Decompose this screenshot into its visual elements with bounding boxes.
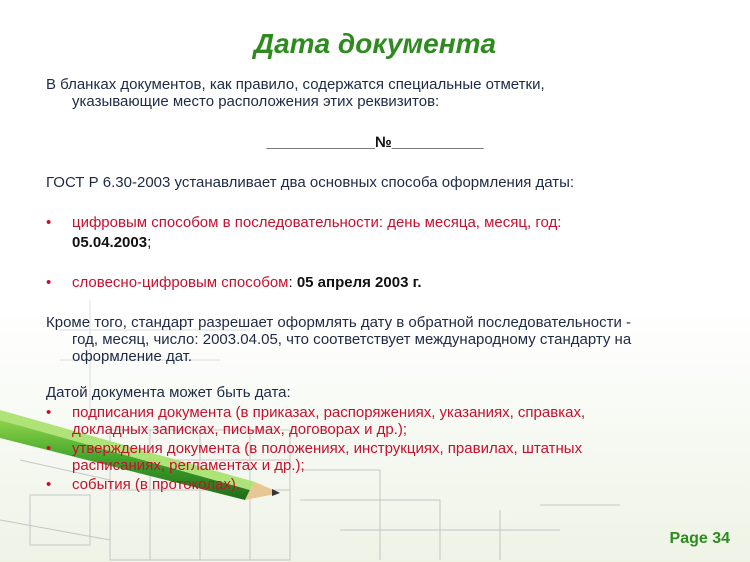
case-approval-line-2: расписаниях, регламентах и др.); — [72, 457, 305, 474]
reverse-line-2: год, месяц, число: 2003.04.05, что соответствует международному стандарту на — [72, 331, 632, 348]
case-signing-line-1: подписания документа (в приказах, распоряжениях, указаниях, справках, — [72, 404, 586, 421]
reverse-line-1: Кроме того, стандарт разрешает оформлять дату в обратной последовательности - — [46, 314, 632, 331]
bullet-marker: • — [46, 440, 52, 457]
case-signing-line-2: докладных записках, письмах, договорах и др.); — [72, 421, 408, 438]
page-number: Page 34 — [669, 530, 730, 547]
intro-line-2: указывающие место расположения этих реквизитов: — [72, 93, 440, 110]
case-event-text: события (в протоколах). — [72, 476, 241, 493]
bullet-marker: • — [46, 214, 52, 231]
number-placeholder: _____________№___________ — [266, 134, 484, 151]
intro-line-1: В бланках документов, как правило, содержатся специальные отметки, — [46, 76, 545, 93]
bullet-marker: • — [46, 404, 52, 421]
bullet-marker: • — [46, 274, 52, 291]
digital-date-example: 05.04.2003 — [72, 234, 148, 251]
digital-date-suffix: ; — [147, 234, 152, 251]
case-approval-text — [72, 440, 582, 474]
page-title: Дата документа — [253, 28, 497, 59]
intro-paragraph — [46, 76, 545, 110]
case-signing-text — [72, 404, 585, 438]
gost-paragraph: ГОСТ Р 6.30-2003 устанавливает два основных способа оформления даты: — [46, 174, 575, 191]
bullet-marker: • — [46, 476, 52, 493]
date-may-be-heading: Датой документа может быть дата: — [46, 384, 291, 401]
method-verbal-text: словесно-цифровым способом — [72, 274, 289, 291]
reverse-paragraph — [46, 314, 631, 365]
method-verbal-text-wrap — [72, 274, 422, 291]
reverse-line-3: оформление дат. — [72, 348, 193, 365]
method-digital-text: цифровым способом в последовательности: день месяца, месяц, год: — [72, 214, 562, 231]
method-verbal-sep: : — [288, 274, 297, 291]
verbal-date-example: 05 апреля 2003 г. — [296, 274, 422, 291]
method-digital-example — [72, 234, 151, 251]
case-approval-line-1: утверждения документа (в положениях, инструкциях, правилах, штатных — [72, 440, 583, 457]
